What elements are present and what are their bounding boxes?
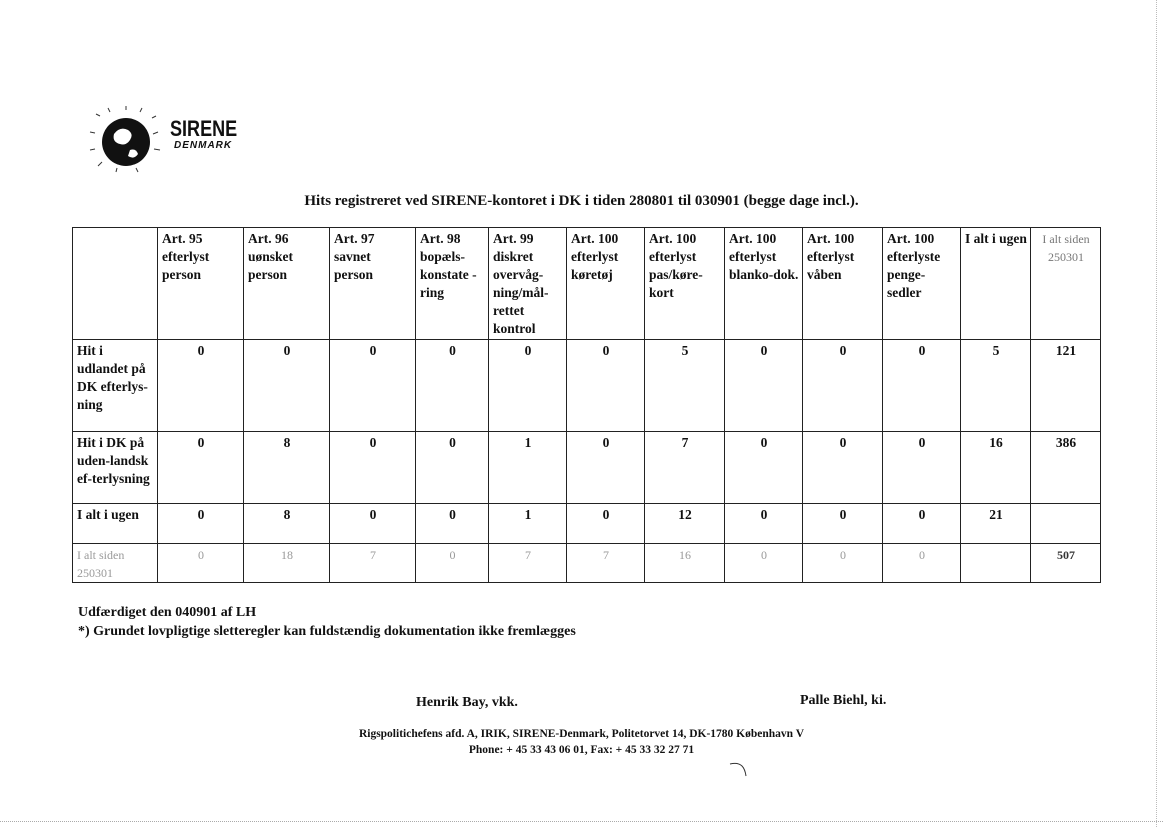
signature-right: Palle Biehl, ki. [800, 693, 887, 708]
header-cell: Art. 98 bopæls-konstate -ring [416, 228, 489, 340]
header-row [73, 228, 1101, 340]
table-cell: 8 [244, 504, 330, 544]
table-row [73, 340, 1101, 432]
table-cell: 121 [1031, 340, 1101, 432]
table-row [73, 544, 1101, 583]
table-cell: 16 [645, 544, 725, 583]
row-label: I alt siden 250301 [73, 544, 158, 583]
table-cell: 0 [567, 432, 645, 504]
table-cell [961, 544, 1031, 583]
table-cell: 0 [725, 432, 803, 504]
header-cell: Art. 99 diskret overvåg-ning/mål-rettet kontrol [489, 228, 567, 340]
table-cell: 21 [961, 504, 1031, 544]
table-cell: 0 [416, 544, 489, 583]
table-cell: 0 [158, 504, 244, 544]
table-cell: 1 [489, 504, 567, 544]
header-cell: Art. 100 efterlyst pas/køre-kort [645, 228, 725, 340]
deletion-rules-note: *) Grundet lovpligtige sletteregler kan fuldstændig dokumentation ikke fremlægges [78, 624, 576, 639]
row-label: Hit i udlandet på DK efterlys-ning [73, 340, 158, 432]
table-cell: 0 [158, 544, 244, 583]
header-cell: Art. 100 efterlyst våben [803, 228, 883, 340]
table-cell: 18 [244, 544, 330, 583]
prepared-by-note: Udfærdiget den 040901 af LH [78, 605, 257, 620]
table-cell: 7 [489, 544, 567, 583]
sirene-logo [78, 92, 248, 172]
table-cell: 0 [330, 340, 416, 432]
table-cell: 0 [883, 544, 961, 583]
row-label: I alt i ugen [73, 504, 158, 544]
table-cell: 0 [725, 340, 803, 432]
notes [78, 603, 576, 641]
header-cell: Art. 100 efterlyst blanko-dok. [725, 228, 803, 340]
table-cell: 1 [489, 432, 567, 504]
table-cell [1031, 504, 1101, 544]
table-cell: 0 [416, 504, 489, 544]
table-cell: 0 [489, 340, 567, 432]
header-cell: I alt siden 250301 [1031, 228, 1101, 340]
table-cell: 0 [416, 432, 489, 504]
header-cell: Art. 96 uønsket person [244, 228, 330, 340]
logo-subtitle: DENMARK [174, 140, 233, 151]
table-cell: 0 [725, 504, 803, 544]
table-cell: 0 [803, 544, 883, 583]
table-cell: 5 [645, 340, 725, 432]
footer-phone-line: Phone: + 45 33 43 06 01, Fax: + 45 33 32 27 71 [468, 744, 695, 756]
pen-mark-icon [728, 758, 752, 778]
table-cell: 0 [567, 504, 645, 544]
footer-address [0, 726, 1163, 758]
table-cell: 8 [244, 432, 330, 504]
page-edge-bottom [0, 821, 1163, 823]
table-row [73, 432, 1101, 504]
header-cell: Art. 95 efterlyst person [158, 228, 244, 340]
table-cell: 0 [244, 340, 330, 432]
table-cell: 0 [883, 504, 961, 544]
header-cell-corner [73, 228, 158, 340]
table-cell: 0 [158, 340, 244, 432]
row-label: Hit i DK på uden-landsk ef-terlysning [73, 432, 158, 504]
table-cell: 0 [158, 432, 244, 504]
table-cell: 507 [1031, 544, 1101, 583]
header-cell: Art. 100 efterlyst køretøj [567, 228, 645, 340]
table-cell: 0 [803, 340, 883, 432]
table-cell: 0 [416, 340, 489, 432]
page-edge-right [1156, 0, 1163, 827]
table-cell: 16 [961, 432, 1031, 504]
table-cell: 0 [883, 432, 961, 504]
header-cell: Art. 97 savnet person [330, 228, 416, 340]
table-cell: 0 [567, 340, 645, 432]
globe-icon [86, 104, 166, 174]
header-cell: I alt i ugen [961, 228, 1031, 340]
document-title: Hits registreret ved SIRENE-kontoret i DK i tiden 280801 til 030901 (begge dage incl.). [304, 193, 859, 209]
table-cell: 0 [803, 504, 883, 544]
logo-wordmark: SIRENE [170, 116, 238, 141]
table-cell: 0 [725, 544, 803, 583]
table-cell: 0 [330, 504, 416, 544]
table-cell: 0 [883, 340, 961, 432]
table-cell: 386 [1031, 432, 1101, 504]
hits-table [72, 227, 1101, 583]
table-cell: 12 [645, 504, 725, 544]
signature-left: Henrik Bay, vkk. [416, 695, 518, 710]
table-cell: 0 [803, 432, 883, 504]
table-cell: 0 [330, 432, 416, 504]
table-cell: 7 [645, 432, 725, 504]
header-cell: Art. 100 efterlyste penge-sedler [883, 228, 961, 340]
table-row [73, 504, 1101, 544]
footer-address-line: Rigspolitichefens afd. A, IRIK, SIRENE-Denmark, Politetorvet 14, DK-1780 København V [358, 728, 805, 740]
table-cell: 5 [961, 340, 1031, 432]
table-cell: 7 [330, 544, 416, 583]
table-cell: 7 [567, 544, 645, 583]
